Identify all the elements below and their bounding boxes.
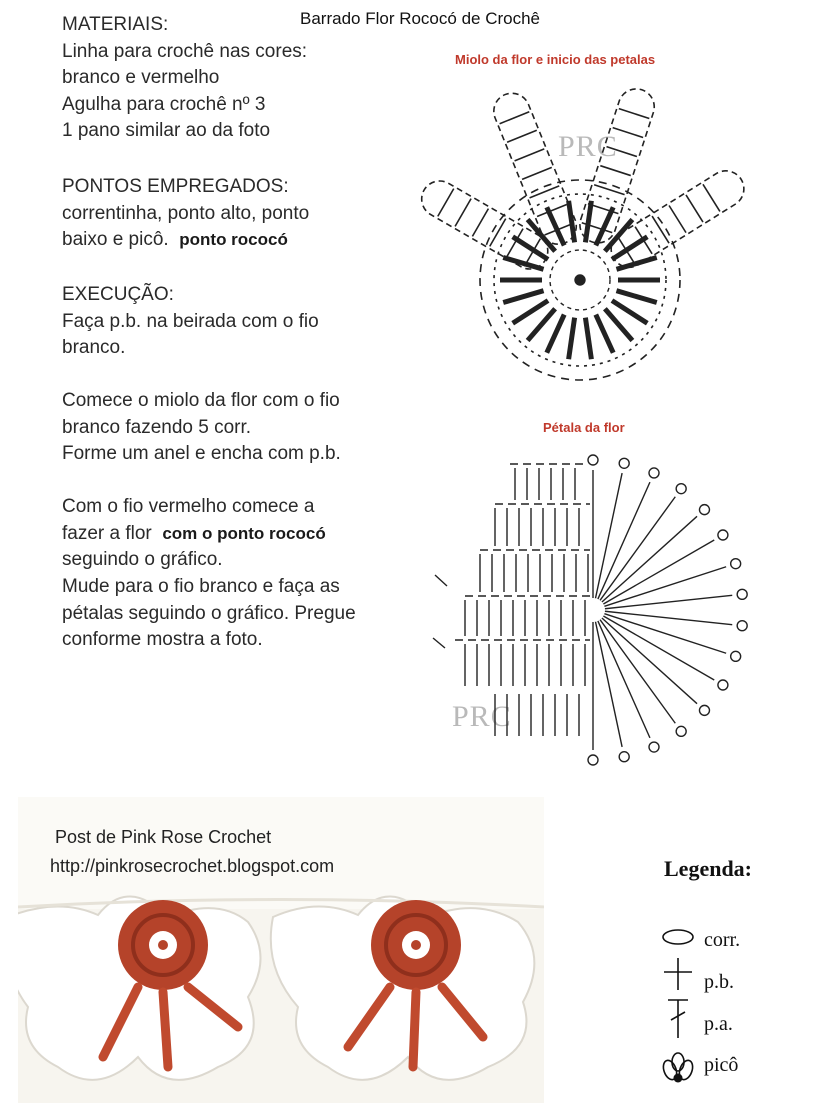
execution-line: conforme mostra a foto. [62,629,263,650]
fan-picot [619,752,629,762]
fan-picot [649,742,659,752]
execution-heading: EXECUÇÃO: [62,284,174,305]
cross-icon [660,954,700,994]
fan-picot [588,455,598,465]
rococo-stitch [616,257,656,269]
materials-line: 1 pano similar ao da foto [62,120,271,141]
materials-section [62,12,307,145]
fan-picot [676,484,686,494]
execution-paragraph [62,574,356,654]
stitches-line: correntinha, ponto alto, ponto [62,202,310,224]
chain-oval-icon [660,924,700,954]
rococo-stitch [569,318,575,360]
rococo-stitch [569,201,575,243]
fan-stitch [604,614,726,654]
stitches-section [62,174,309,254]
diagram2-label: Pétala da flor [543,420,625,435]
product-photo [18,797,544,1103]
fan-picot [737,589,747,599]
fan-stitch [605,595,732,608]
execution-line: branco. [62,337,126,358]
watermark: PRC [452,700,512,733]
fan-picot [731,651,741,661]
legend-label: picô [704,1054,739,1076]
legend-label: corr. [704,929,741,951]
legend-label: p.b. [704,971,734,993]
rococo-stitch [547,315,564,353]
execution-text: fazer a flor [62,522,152,544]
stitches-text: baixo e picô. [62,229,169,250]
rococo-stitch [585,318,591,360]
fan-picot [718,680,728,690]
execution-line: Com o fio vermelho comece a [62,496,315,517]
watermark: PRC [558,130,618,163]
fan-stitch [595,473,622,598]
execution-line: Faça p.b. na beirada com o fio [62,310,319,332]
materials-line: branco e vermelho [62,67,220,88]
fan-stitch [605,611,732,624]
materials-heading: MATERIAIS: [62,14,169,35]
fan-picot [588,755,598,765]
fan-picot [699,505,709,515]
rococo-stitch [503,257,543,269]
fan-picot [619,458,629,468]
fan-picot [699,705,709,715]
photo-credit: Post de Pink Rose Crochet [55,827,272,847]
execution-line: Mude para o fio branco e faça as [62,576,340,597]
fan-stitch [595,622,622,747]
rococo-stitch [616,291,656,303]
rococo-stitch [585,201,591,243]
execution-line: Forme um anel e encha com p.b. [62,443,341,464]
fan-picot [737,621,747,631]
execution-line: pétalas seguindo o gráfico. Pregue [62,602,356,624]
execution-line: seguindo o gráfico. [62,549,223,570]
legend-title: Legenda: [664,856,752,881]
rococo-stitch-label: com o ponto rococó [162,523,326,543]
fan-picot [718,530,728,540]
execution-line: branco fazendo 5 corr. [62,416,252,438]
fan-picot [649,468,659,478]
tall-stitch-icon [660,996,700,1042]
fan-picot [676,726,686,736]
picot-icon [658,1050,698,1086]
petal-columns [465,468,588,736]
rococo-stitch [596,315,613,353]
execution-line: Comece o miolo da flor com o fio [62,390,340,411]
fan-stitch [604,567,726,607]
inner-ring [550,250,610,310]
execution-paragraph [62,494,326,574]
petal-fan [588,455,747,765]
stitches-heading: PONTOS EMPREGADOS: [62,176,289,197]
materials-line: Linha para crochê nas cores: [62,40,308,62]
fan-picot [731,559,741,569]
rococo-stitch [596,207,613,245]
materials-line: Agulha para crochê nº 3 [62,93,266,115]
page-title: Barrado Flor Rococó de Crochê [300,9,541,28]
execution-section [62,282,319,362]
flower-center-diagram [360,70,800,410]
photo-url: http://pinkrosecrochet.blogspot.com [50,856,335,876]
petal-diagram [425,440,755,790]
rococo-stitch [503,291,543,303]
stitches-line [62,227,309,254]
execution-paragraph [62,388,341,468]
legend-label: p.a. [704,1013,733,1035]
diagram1-label: Miolo da flor e inicio das petalas [455,52,656,67]
rococo-stitch-label: ponto rococó [179,230,288,249]
rococo-stitch [547,207,564,245]
execution-line [62,521,326,548]
